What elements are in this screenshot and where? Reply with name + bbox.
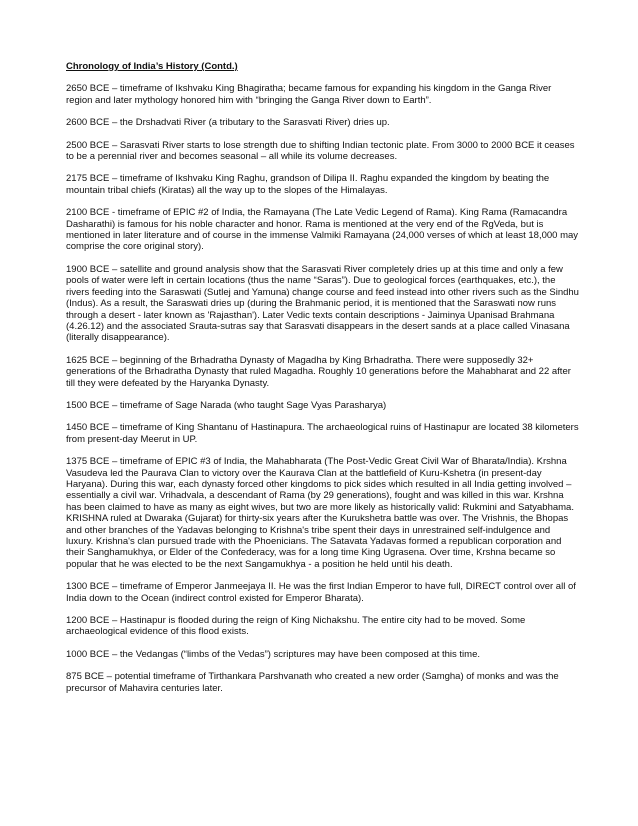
- chronology-entry: 1375 BCE – timeframe of EPIC #3 of India, the Mahabharata (The Post-Vedic Great Civil War of Bharata/India). Krshna Vasudeva led the Paurava Clan to victory over the Kaurava Clan at the battlefield of Kuru-Kshetra (in present-day Haryana). During this war, each dynasty forced other kingdoms to pick sides which resulted in all India getting involved – essentially a civil war. Vrihadvala, a descendant of Rama (by 29 generations), fought and was killed in this war. Krshna has been claimed to have as many as eight wives, but two are more likely as historically valid: Rukmini and Satyabhama. KRISHNA ruled at Dwaraka (Gujarat) for thirty-six years after the Kurukshetra battle was over. The Vrishnis, the Bhopas and other branches of the Yadavas belonging to Krishna's tribe spent their days in unrestrained self-indulgence and luxury. Krishna's clan pursued trade with the Phoenicians. The Satavata Yadavas formed a republican corporation and their Sanghamukhya, or Elder of the Confederacy, was for a long time King Ugrasena. Over time, Krshna became so popular that he was elected to be the next Sangamukhya - a position he held until his death.: [66, 456, 574, 570]
- chronology-entry: 2650 BCE – timeframe of Ikshvaku King Bhagiratha; became famous for expanding his kingdom in the Ganga River region and later mythology honored him with “bringing the Ganga River down to Earth”.: [66, 83, 552, 106]
- chronology-entry: 1500 BCE – timeframe of Sage Narada (who taught Sage Vyas Parasharya): [66, 399, 387, 411]
- chronology-entry: 1450 BCE – timeframe of King Shantanu of Hastinapura. The archaeological ruins of Hastinapur are located 38 kilometers from present-day Meerut in UP.: [66, 422, 579, 445]
- chronology-entry: 1625 BCE – beginning of the Brhadratha Dynasty of Magadha by King Brhadratha. There were supposedly 32+ generations of the Brhadratha Dynasty that ruled Magadha. Roughly 10 generations before the Mahabharat and 22 after till they were defeated by the Haryanka Dynasty.: [66, 354, 571, 389]
- chronology-entry: 1300 BCE – timeframe of Emperor Janmeejaya II. He was the first Indian Emperor to have full, DIRECT control over all of India down to the Ocean (indirect control existed for Emperor Bharata).: [66, 581, 576, 604]
- chronology-entry: 2100 BCE - timeframe of EPIC #2 of India, the Ramayana (The Late Vedic Legend of Rama). King Rama (Ramacandra Dasharathi) is famous for his noble character and honor. Rama is mentioned at the very end of the RgVeda, but is mentioned in later literature and of course in the immense Valmiki Ramayana (24,000 verses of which at least 18,000 may comprise the core original story).: [66, 207, 579, 253]
- page-heading: Chronology of India’s History (Contd.): [66, 61, 238, 72]
- chronology-entry: 2175 BCE – timeframe of Ikshvaku King Raghu, grandson of Dilipa II. Raghu expanded the kingdom by beating the mountain tribal chiefs (Kiratas) all the way up to the slopes of the Himalayas.: [66, 173, 550, 196]
- chronology-list: [66, 83, 580, 694]
- chronology-entry: 2500 BCE – Sarasvati River starts to lose strength due to shifting Indian tectonic plate. From 3000 to 2000 BCE it ceases to be a perennial river and becomes seasonal – all while its volume decreases.: [66, 139, 575, 163]
- document-page: [66, 61, 580, 705]
- chronology-entry: 1900 BCE – satellite and ground analysis show that the Sarasvati River completely dries up at this time and only a few pools of water were left in certain locations (thus the name “Saras”). Due to geological forces (earthquakes, etc.), the rivers feeding into the Saraswati (Sutlej and Yamuna) change course and feed instead into other rivers such as the Sindhu (Indus). As a result, the Saraswati dries up (during the Brahmanic period, it is mentioned that the Saraswati now runs through a desert - later known as 'Rajasthan'). Later Vedic texts contain descriptions - Jaiminya Upanisad Brahmana (4.26.12) and the associated Srauta-sutras say that Sarasvati disappears in the desert sands at a place called Vinasana (literally disappearance).: [66, 263, 579, 344]
- chronology-entry: 1200 BCE – Hastinapur is flooded during the reign of King Nichakshu. The entire city had to be moved. Some archaeological evidence of this flood exists.: [66, 615, 526, 638]
- chronology-entry: 2600 BCE – the Drshadvati River (a tributary to the Sarasvati River) dries up.: [66, 117, 390, 129]
- chronology-entry: 1000 BCE – the Vedangas (“limbs of the Vedas”) scriptures may have been composed at this time.: [66, 648, 480, 660]
- chronology-entry: 875 BCE – potential timeframe of Tirthankara Parshvanath who created a new order (Samgha) of monks and was the precursor of Mahavira centuries later.: [66, 671, 559, 694]
